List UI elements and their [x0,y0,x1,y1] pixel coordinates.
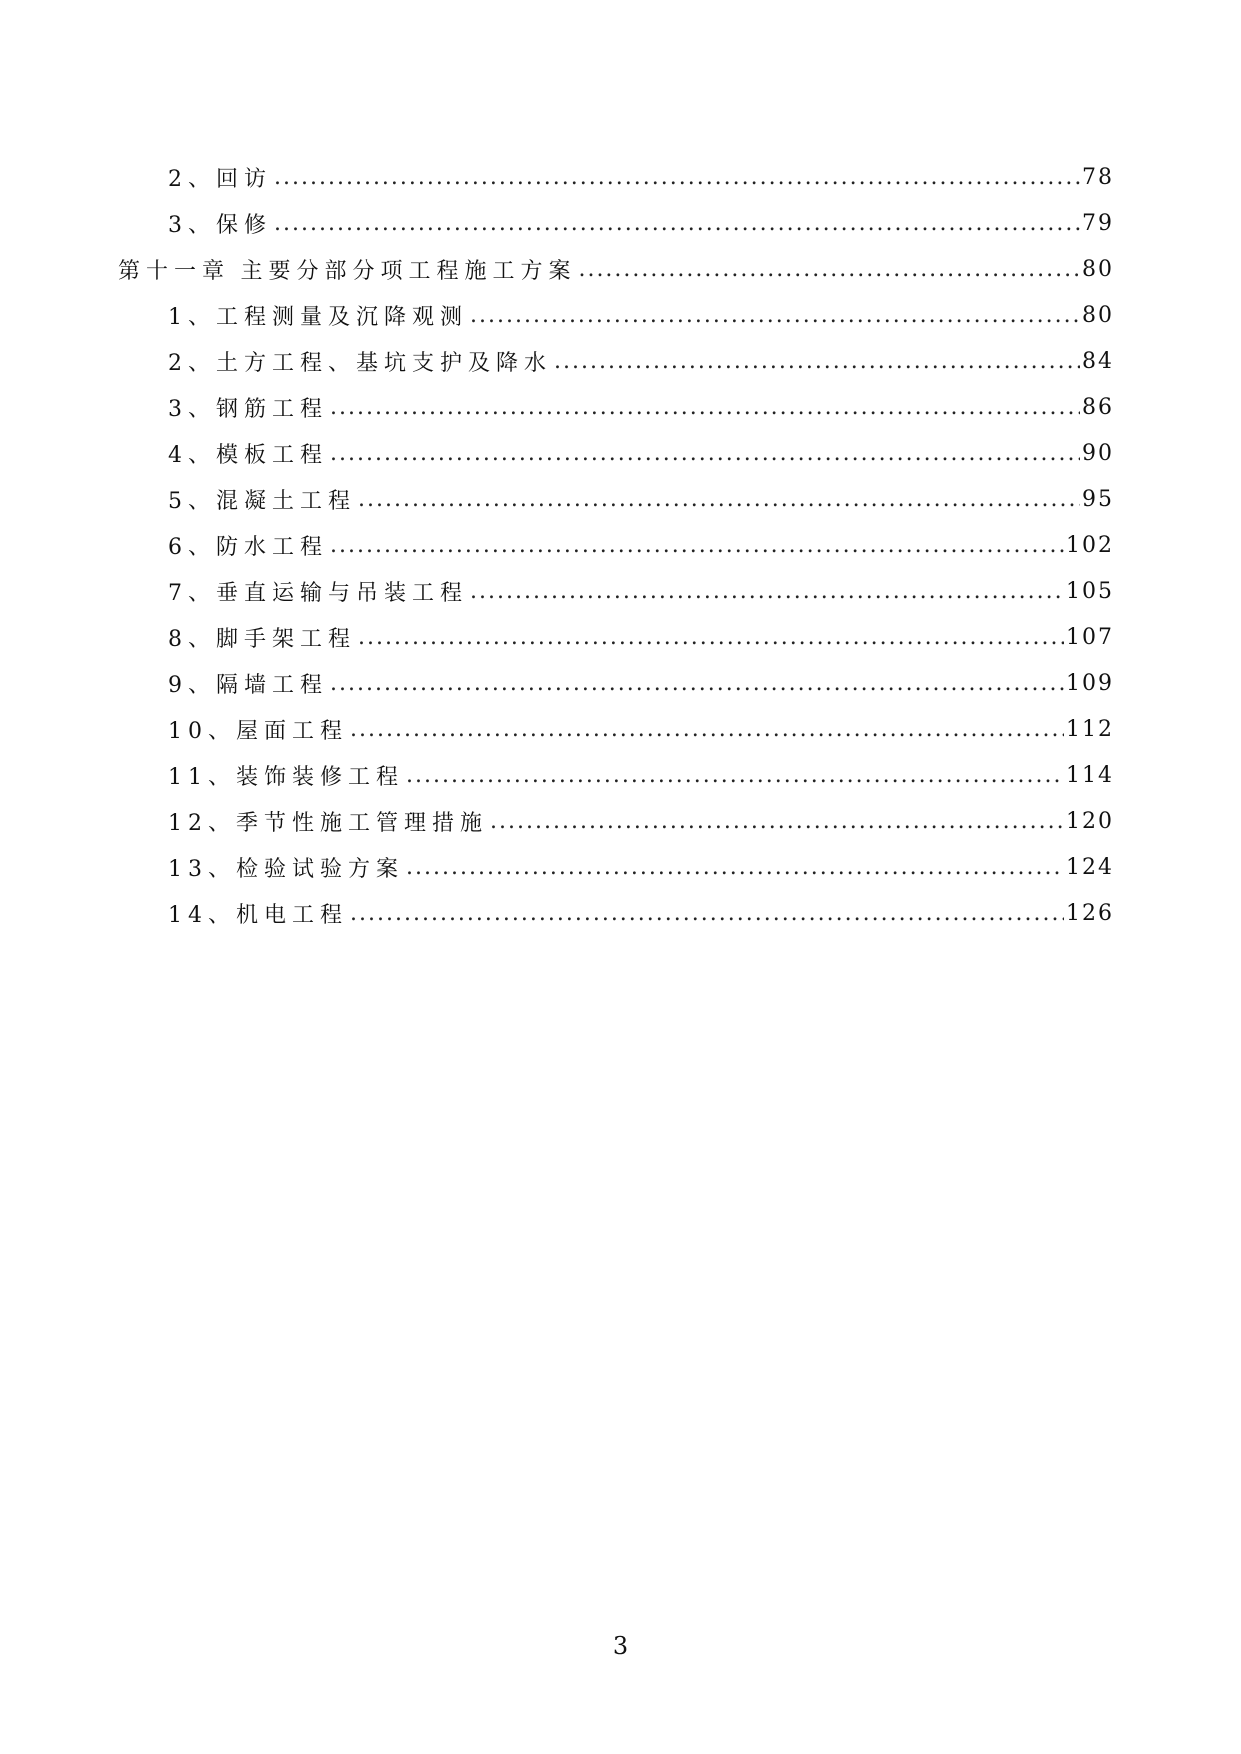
toc-entry-page: 79 [1082,210,1114,236]
toc-entry-number: 7、 [168,580,216,606]
toc-entry-page: 80 [1082,256,1114,282]
toc-entry-title: 钢筋工程 [216,396,329,422]
toc-entry[interactable] [168,755,1114,795]
toc-entry-page: 80 [1082,302,1114,328]
toc-entry-number: 3、 [168,396,216,422]
toc-entry-page: 95 [1082,486,1114,512]
toc-entry[interactable] [168,571,1114,611]
toc-chapter-entry[interactable] [118,249,1114,289]
toc-entry-title: 防水工程 [216,534,329,560]
toc-entry-number: 8、 [168,626,216,652]
toc-entry-page: 78 [1082,164,1114,190]
dot-leader [470,303,1080,328]
dot-leader [274,211,1080,236]
toc-entry-page: 120 [1066,808,1114,834]
dot-leader [350,901,1064,926]
toc-entry-title: 季节性施工管理措施 [236,810,489,836]
toc-entry[interactable] [168,525,1114,565]
toc-entry-number: 13、 [168,856,236,882]
toc-entry-number: 1、 [168,304,216,330]
toc-entry-title: 检验试验方案 [236,856,405,882]
dot-leader [330,441,1080,466]
toc-chapter-title: 主要分部分项工程施工方案 [240,258,577,284]
toc-entry-page: 105 [1066,578,1114,604]
toc-entry[interactable] [168,801,1114,841]
toc-entry-page: 124 [1066,854,1114,880]
toc-entry-title: 屋面工程 [236,718,349,744]
toc-entry[interactable] [168,617,1114,657]
toc-entry-title: 工程测量及沉降观测 [216,304,469,330]
toc-entry-title: 脚手架工程 [216,626,357,652]
toc-entry[interactable] [168,709,1114,749]
toc-entry-number: 11、 [168,764,236,790]
toc-entry-title: 保修 [216,212,273,238]
toc-entry-title: 垂直运输与吊装工程 [216,580,469,606]
page-number: 3 [612,1632,629,1660]
toc-entry-number: 3、 [168,212,216,238]
dot-leader [554,349,1080,374]
toc-entry-number: 6、 [168,534,216,560]
toc-entry-title: 回访 [216,166,273,192]
toc-entry-page: 114 [1066,762,1114,788]
toc-entry[interactable] [168,433,1114,473]
toc-entry[interactable] [168,479,1114,519]
dot-leader [330,671,1064,696]
toc-entry-title: 土方工程、基坑支护及降水 [216,350,553,376]
toc-entry-title: 机电工程 [236,902,349,928]
toc-entry-page: 112 [1066,716,1114,742]
toc-entry-title: 装饰装修工程 [236,764,405,790]
dot-leader [358,487,1080,512]
toc-entry[interactable] [168,847,1114,887]
toc-entry-number: 4、 [168,442,216,468]
toc-entry[interactable] [168,295,1114,335]
toc-entry-number: 2、 [168,350,216,376]
toc-entry-page: 102 [1066,532,1114,558]
dot-leader [274,165,1080,190]
dot-leader [470,579,1064,604]
toc-chapter-number: 第十一章 [118,258,231,284]
toc-entry[interactable] [168,203,1114,243]
toc-entry-title: 混凝土工程 [216,488,357,514]
dot-leader [350,717,1064,742]
toc-entry[interactable] [168,387,1114,427]
toc-entry-number: 14、 [168,902,236,928]
dot-leader [330,395,1080,420]
toc-entry-title: 隔墙工程 [216,672,329,698]
toc-entry-title: 模板工程 [216,442,329,468]
toc-entry-page: 84 [1082,348,1114,374]
toc-entry[interactable] [168,341,1114,381]
dot-leader [578,257,1080,282]
toc-entry[interactable] [168,663,1114,703]
toc-entry[interactable] [168,157,1114,197]
dot-leader [406,855,1064,880]
toc-entry-number: 2、 [168,166,216,192]
toc-entry-number: 5、 [168,488,216,514]
toc-entry[interactable] [168,893,1114,933]
toc-entry-page: 109 [1066,670,1114,696]
toc-entry-page: 126 [1066,900,1114,926]
toc-entry-number: 9、 [168,672,216,698]
toc-entry-page: 86 [1082,394,1114,420]
toc-entry-number: 12、 [168,810,236,836]
dot-leader [490,809,1064,834]
toc-entry-number: 10、 [168,718,236,744]
dot-leader [406,763,1064,788]
toc-entry-page: 90 [1082,440,1114,466]
dot-leader [358,625,1064,650]
toc-entry-page: 107 [1066,624,1114,650]
dot-leader [330,533,1064,558]
